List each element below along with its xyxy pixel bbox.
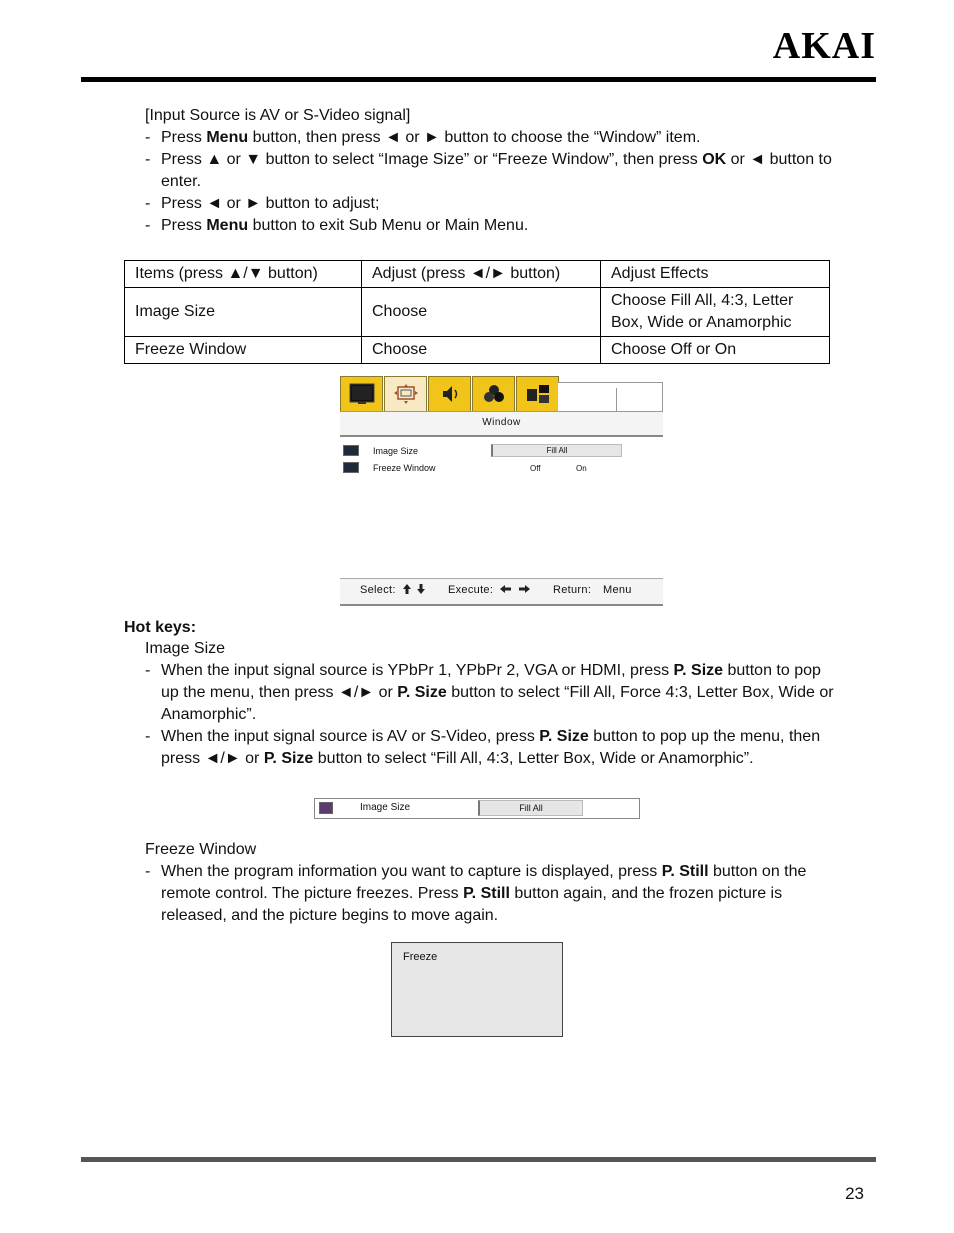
osd-tab-bar: [340, 376, 663, 411]
image-size-icon: [343, 445, 359, 456]
freeze-step-1: - When the program information you want to capture is displayed, press P. Still button on the remote control. The picture freezes. Press P. Still button again, and the frozen picture is released, and the picture begins to move again.: [145, 861, 835, 927]
freeze-heading: Freeze Window: [145, 841, 257, 858]
image-size-icon: [319, 802, 333, 814]
freeze-popup-label: Freeze: [403, 951, 438, 963]
osd-row-freeze-window[interactable]: [340, 460, 663, 477]
osd-tab-tail: [558, 382, 663, 411]
footer-return-label: Return:: [553, 584, 592, 596]
intro-step-4: - Press Menu button to exit Sub Menu or Main Menu.: [145, 215, 835, 237]
osd-footer-bar: [340, 578, 663, 606]
image-adjust-icon[interactable]: [384, 376, 427, 411]
osd-row-image-size[interactable]: [340, 443, 663, 460]
image-size-heading: Image Size: [145, 640, 226, 657]
image-size-step-2: - When the input signal source is AV or S-Video, press P. Size button to pop up the menu, then press ◄/► or P. Size button to select “Fill All, 4:3, Letter Box, Wide or Anamorphic”.: [145, 726, 835, 770]
table-cell: Choose: [362, 288, 601, 337]
table-row: [125, 288, 830, 337]
color-icon[interactable]: [472, 376, 515, 411]
freeze-window-icon: [343, 462, 359, 473]
image-size-popup-label: Image Size: [360, 802, 411, 813]
table-cell: Freeze Window: [125, 337, 362, 364]
table-cell: Choose Off or On: [601, 337, 830, 364]
osd-row-label: Freeze Window: [373, 463, 436, 473]
window-icon[interactable]: [516, 376, 559, 411]
intro-heading: [Input Source is AV or S-Video signal]: [145, 107, 411, 124]
osd-row-label: Image Size: [373, 446, 419, 456]
table-cell: Choose Fill All, 4:3, Letter Box, Wide or Anamorphic: [601, 288, 830, 337]
footer-rule: [81, 1157, 876, 1162]
table-header-row: [125, 261, 830, 288]
table-row: [125, 337, 830, 364]
left-right-arrows-icon: [500, 584, 530, 597]
header-rule: [81, 77, 876, 82]
osd-title: Window: [340, 411, 663, 437]
table-header-cell: Items (press ▲/▼ button): [125, 261, 362, 288]
freeze-option-on[interactable]: On: [576, 464, 587, 473]
hotkeys-image-size-section: [145, 638, 835, 770]
footer-menu-label: Menu: [603, 584, 632, 596]
intro-step-2: - Press ▲ or ▼ button to select “Image Size” or “Freeze Window”, then press OK or ◄ button to enter.: [145, 149, 835, 193]
hotkeys-freeze-section: [145, 839, 835, 927]
hotkeys-heading: Hot keys:: [124, 619, 197, 636]
intro-step-3: - Press ◄ or ► button to adjust;: [145, 193, 835, 215]
intro-step-1: - Press Menu button, then press ◄ or ► button to choose the “Window” item.: [145, 127, 835, 149]
intro-instructions: [145, 105, 835, 237]
freeze-option-off[interactable]: Off: [530, 464, 541, 473]
table-header-cell: Adjust (press ◄/► button): [362, 261, 601, 288]
freeze-popup: [391, 942, 563, 1037]
table-cell: Choose: [362, 337, 601, 364]
table-header-cell: Adjust Effects: [601, 261, 830, 288]
image-size-popup: [314, 798, 640, 819]
image-size-value[interactable]: Fill All: [491, 444, 622, 457]
footer-select-label: Select:: [360, 584, 396, 596]
footer-execute-label: Execute:: [448, 584, 494, 596]
up-down-arrows-icon: [403, 583, 427, 598]
osd-window-menu: [340, 376, 663, 477]
image-size-step-1: - When the input signal source is YPbPr 1, YPbPr 2, VGA or HDMI, press P. Size button to pop up the menu, then press ◄/► or P. Size button to select “Fill All, Force 4:3, Letter Box, Wide or Anamorphic”.: [145, 660, 835, 726]
audio-icon[interactable]: [428, 376, 471, 411]
image-size-popup-value[interactable]: Fill All: [478, 800, 583, 816]
page-number: 23: [845, 1184, 864, 1203]
window-settings-table: [124, 260, 830, 364]
table-cell: Image Size: [125, 288, 362, 337]
monitor-icon[interactable]: [340, 376, 383, 411]
brand-logo: AKAI: [772, 25, 876, 67]
